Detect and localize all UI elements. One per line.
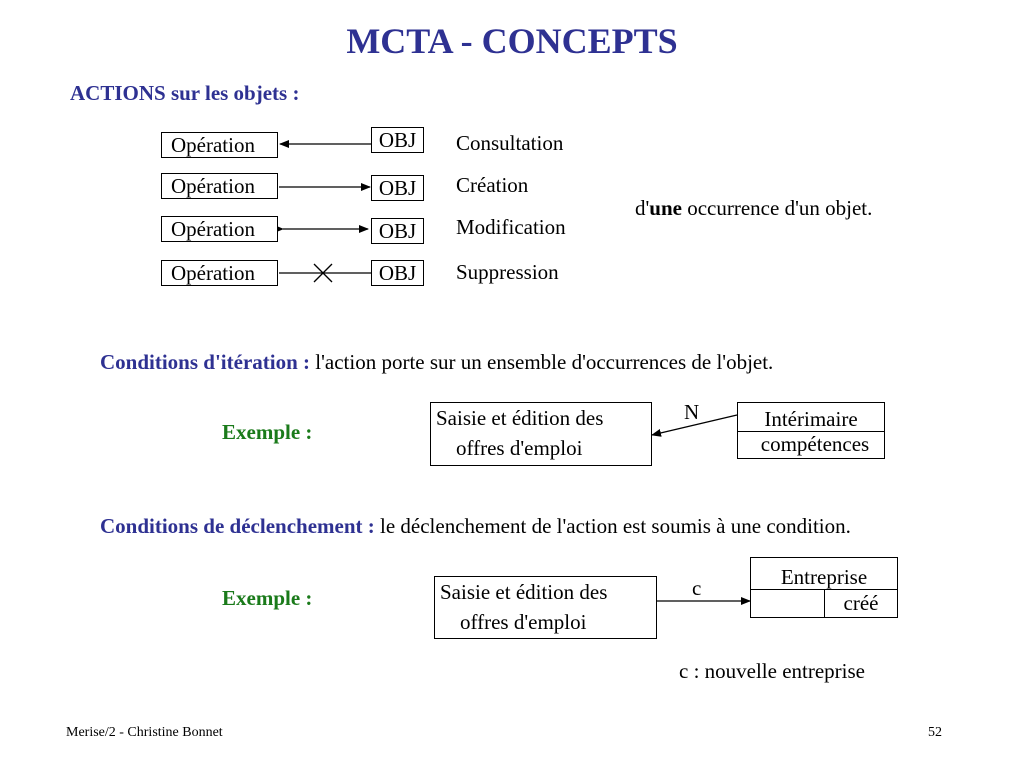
iteration-arrow-label: N [684, 400, 700, 424]
actions-heading: ACTIONS sur les objets : [70, 81, 300, 105]
trigger-entity-name: Entreprise [780, 565, 868, 589]
iteration-condition-line [100, 350, 773, 375]
trigger-process-box [434, 576, 657, 639]
occurrence-note-bold: une [649, 196, 682, 220]
trigger-process-line1: Saisie et édition des [440, 580, 608, 604]
occurrence-note-prefix: d' [635, 196, 650, 220]
iteration-entity-box [737, 402, 885, 459]
iteration-text: l'action porte sur un ensemble d'occurrences de l'objet. [310, 350, 774, 374]
page-number: 52 [928, 725, 942, 740]
trigger-arrow-label: c [692, 576, 702, 600]
trigger-entity-box [750, 557, 898, 618]
trigger-condition-line [100, 514, 851, 539]
iteration-entity-attribute: compétences [738, 431, 884, 459]
iteration-heading: Conditions d'itération : [100, 350, 311, 374]
iteration-process-line1: Saisie et édition des [436, 406, 604, 430]
operation-box-creation: Opération [161, 173, 278, 199]
trigger-text: le déclenchement de l'action est soumis à une condition. [374, 514, 851, 538]
obj-box-creation: OBJ [371, 175, 424, 201]
page-title: MCTA - CONCEPTS [346, 21, 678, 61]
trigger-heading: Conditions de déclenchement : [100, 514, 375, 538]
iteration-entity-name: Intérimaire [764, 407, 858, 431]
iteration-process-box [430, 402, 652, 466]
action-type-consultation: Consultation [456, 131, 564, 155]
iteration-process-line2: offres d'emploi [456, 436, 583, 460]
obj-box-modification: OBJ [371, 218, 424, 244]
action-type-suppression: Suppression [456, 260, 559, 284]
iteration-example-label: Exemple : [222, 420, 313, 444]
operation-box-suppression: Opération [161, 260, 278, 286]
trigger-entity-attribute-row [751, 589, 897, 618]
footer-author: Merise/2 - Christine Bonnet [66, 725, 223, 740]
trigger-entity-empty-cell [751, 590, 825, 618]
operation-box-modification: Opération [161, 216, 278, 242]
action-type-creation: Création [456, 173, 529, 197]
occurrence-note-suffix: occurrence d'un objet. [681, 196, 873, 220]
trigger-example-label: Exemple : [222, 586, 313, 610]
obj-box-consultation: OBJ [371, 127, 424, 153]
trigger-entity-attribute: créé [843, 591, 879, 615]
obj-box-suppression: OBJ [371, 260, 424, 286]
trigger-process-line2: offres d'emploi [460, 610, 587, 634]
operation-box-consultation: Opération [161, 132, 278, 158]
trigger-legend: c : nouvelle entreprise [679, 659, 866, 683]
action-type-modification: Modification [456, 215, 566, 239]
occurrence-note [635, 196, 872, 221]
